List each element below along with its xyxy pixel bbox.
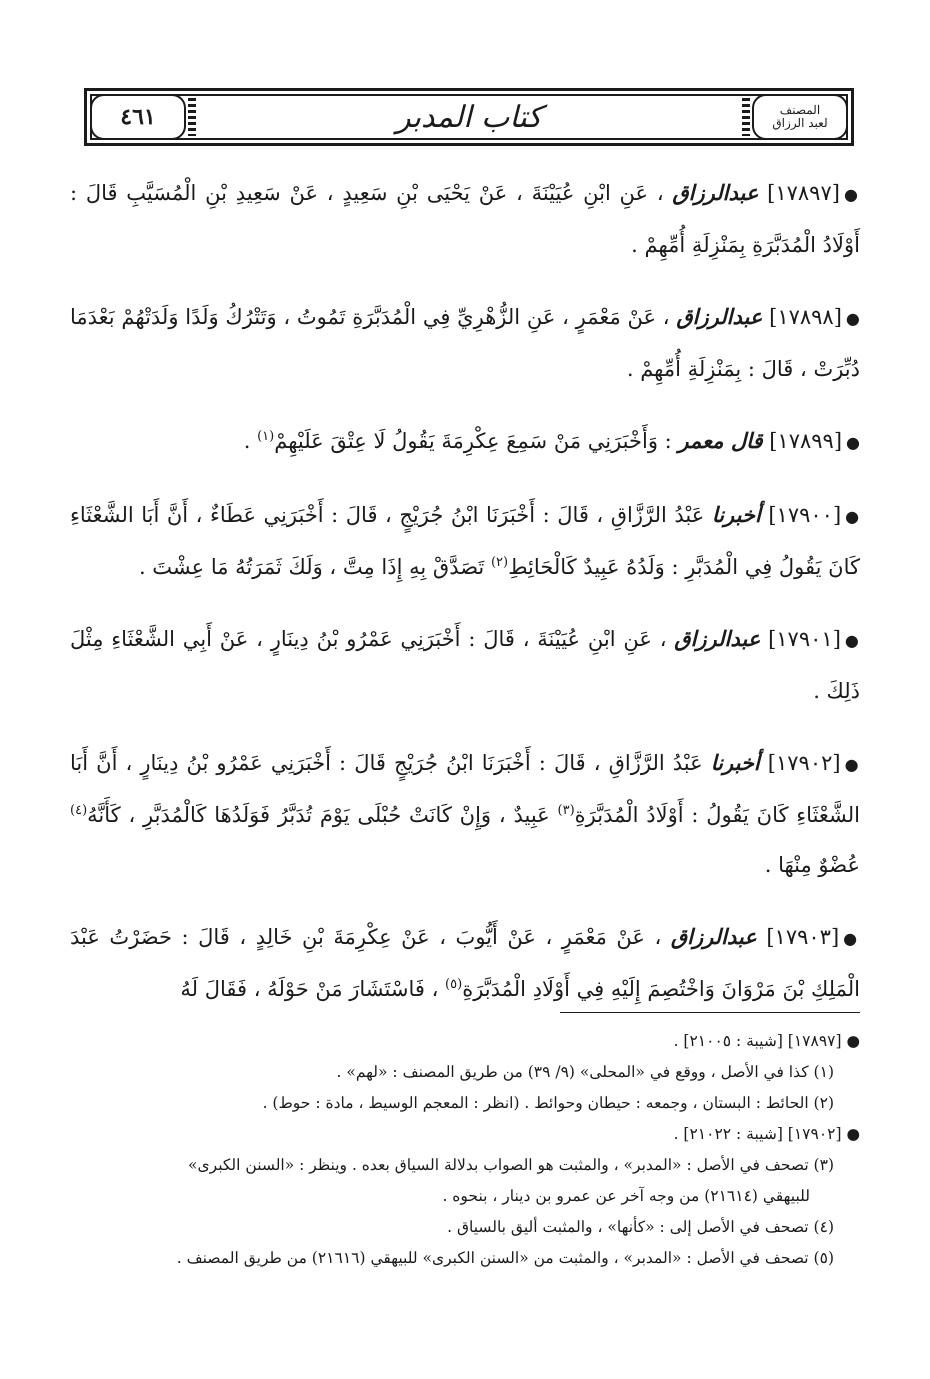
hadith-source: عبدالرزاق <box>672 180 759 205</box>
hadith-source: أخبرنا <box>710 750 760 775</box>
hadith-source: عبدالرزاق <box>670 924 757 949</box>
hadith-source: عبدالرزاق <box>674 626 761 651</box>
hadith-text: ، عَنِ ابْنِ عُيَيْنَةَ ، عَنْ يَحْيَى بْنِ سَعِيدٍ ، عَنْ سَعِيدِ بْنِ الْمُسَيَّبِ قَالَ : أَوْلَادُ الْمُدَبَّرَةِ بِمَنْزِلَةِ أُمِّهِمْ . <box>70 181 860 257</box>
hadith-text: ، عَنِ ابْنِ عُيَيْنَةَ ، قَالَ : أَخْبَرَنِي عَمْرُو بْنُ دِينَارٍ ، عَنْ أَبِي الشَّعْثَاءِ مِثْلَ ذَلِكَ . <box>70 627 860 703</box>
footnote: (١) كذا في الأصل ، ووقع في «المحلى» (٩/ ٣٩) من طريق المصنف : «لهم» . <box>336 1063 834 1081</box>
hadith-text-tail: تَصَدَّقْ بِهِ إِذَا مِتَّ ، وَلَكَ ثَمَرَتُهُ مَا عِشْتَ . <box>138 555 485 579</box>
hadith-text: ، عَنْ مَعْمَرٍ ، عَنْ أَيُّوبَ ، عَنْ عِكْرِمَةَ بْنِ خَالِدٍ ، قَالَ : حَضَرْتُ عَبْدَ الْمَلِكِ بْنَ مَرْوَانَ وَاخْتُصِمَ إِلَيْهِ فِي أَوْلَادِ الْمُدَبَّرَةِ <box>70 925 860 1001</box>
hadith-number: [١٧٨٩٩] <box>769 429 843 453</box>
hadith-source: أخبرنا <box>711 502 761 527</box>
ornament-divider-right <box>742 98 750 136</box>
main-text <box>70 168 860 1036</box>
hadith-entry <box>70 490 860 592</box>
bullet-icon: ● <box>845 309 860 328</box>
footnote-continuation: للبيهقي (٢١٦١٤) من وجه آخر عن عمرو بن دينار ، بنحوه . <box>442 1187 810 1205</box>
hadith-source: قال معمر <box>678 428 763 453</box>
hadith-text-tail-2: عُضْوٌ مِنْهَا . <box>764 853 860 877</box>
hadith-text-tail: . <box>243 429 251 453</box>
running-header <box>84 88 854 146</box>
bullet-icon: ● <box>843 929 860 948</box>
bullet-icon: ● <box>844 755 860 774</box>
hadith-number: [١٧٨٩٧] <box>767 181 840 205</box>
hadith-entry <box>70 738 860 890</box>
footnote-marker: (٥) <box>445 977 463 992</box>
footnote-reference: ● [١٧٩٠٢] [شيبة : ٢١٠٢٢] . <box>673 1125 860 1143</box>
page-number: ٤٦١ <box>120 104 156 130</box>
hadith-text: ، عَنْ مَعْمَرٍ ، عَنِ الزُّهْرِيِّ فِي الْمُدَبَّرَةِ تَمُوتُ ، وَتَتْرُكُ وَلَدًا وَلَدَتْهُمْ بَعْدَمَا دُبِّرَتْ ، قَالَ : بِمَنْزِلَةِ أُمِّهِمْ . <box>70 305 860 381</box>
footnote: (٣) تصحف في الأصل : «المدبر» ، والمثبت هو الصواب بدلالة السياق بعده . وينظر : «السنن الكبرى» <box>188 1156 834 1174</box>
hadith-number: [١٧٩٠١] <box>768 627 841 651</box>
hadith-text: : وَأَخْبَرَنِي مَنْ سَمِعَ عِكْرِمَةَ يَقُولُ لَا عِتْقَ عَلَيْهِمْ <box>274 429 672 453</box>
hadith-number: [١٧٨٩٨] <box>769 305 842 329</box>
footnotes <box>70 1026 860 1274</box>
footnote-marker: (٣) <box>557 803 575 818</box>
logo-line-1: المصنف <box>779 103 821 117</box>
footnote-separator <box>560 1012 860 1013</box>
hadith-text: عَبْدُ الرَّزَّاقِ ، قَالَ : أَخْبَرَنَا ابْنُ جُرَيْجٍ ، قَالَ : أَخْبَرَنِي عَطَاءٌ ، أَنَّ أَبَا الشَّعْثَاءِ كَانَ يَقُولُ فِي الْمُدَبَّرِ : وَلَدُهُ عَبِيدٌ كَالْحَائِطِ <box>70 503 860 579</box>
book-title: كتاب المدبر <box>396 99 542 135</box>
footnote: (٥) تصحف في الأصل : «المدبر» ، والمثبت من «السنن الكبرى» للبيهقي (٢١٦١٦) من طريق المصنف . <box>176 1249 834 1267</box>
hadith-entry <box>70 168 860 270</box>
hadith-number: [١٧٩٠٠] <box>768 503 842 527</box>
logo-line-2: لعبد الرزاق <box>772 116 828 130</box>
bullet-icon: ● <box>844 631 860 650</box>
footnote-marker: (١) <box>257 429 275 444</box>
hadith-text: عَبْدُ الرَّزَّاقِ ، قَالَ : أَخْبَرَنَا ابْنُ جُرَيْجٍ قَالَ : أَخْبَرَنِي عَمْرُو بْنُ دِينَارٍ ، أَنَّ أَبَا الشَّعْثَاءِ كَانَ يَقُولُ : أَوْلَادُ الْمُدَبَّرَةِ <box>70 751 861 827</box>
hadith-entry <box>70 416 860 468</box>
page-number-cartouche <box>90 94 186 140</box>
footnote-marker: (٢) <box>490 555 509 570</box>
hadith-entry <box>70 912 860 1014</box>
bullet-icon: ● <box>843 185 860 204</box>
logo-lettering <box>772 104 827 130</box>
bullet-icon: ● <box>846 433 860 452</box>
hadith-text-tail: ، فَاسْتَشَارَ مَنْ حَوْلَهُ ، فَقَالَ لَهُ <box>180 977 439 1001</box>
footnote-marker: (٤) <box>70 803 88 818</box>
footnote-reference: ● [١٧٨٩٧] [شيبة : ٢١٠٠٥] . <box>673 1032 860 1050</box>
hadith-entry <box>70 614 860 716</box>
footnote: (٢) الحائط : البستان ، وجمعه : حيطان وحوائط . (انظر : المعجم الوسيط ، مادة : حوط) . <box>262 1094 834 1112</box>
hadith-source: عبدالرزاق <box>676 304 763 329</box>
publisher-logo <box>752 94 848 140</box>
hadith-number: [١٧٩٠٢] <box>767 751 841 775</box>
bullet-icon: ● <box>845 507 860 526</box>
header-title-band <box>184 94 754 140</box>
hadith-number: [١٧٩٠٣] <box>766 925 840 949</box>
hadith-entry <box>70 292 860 394</box>
hadith-text-tail: عَبِيدٌ ، وَإِنْ كَانَتْ حُبْلَى يَوْمَ تُدَبَّرُ فَوَلَدُهَا كَالْمُدَبَّرِ ، كَأَنَّهُ <box>87 803 550 827</box>
footnote: (٤) تصحف في الأصل إلى : «كأنها» ، والمثبت أليق بالسياق . <box>447 1218 834 1236</box>
